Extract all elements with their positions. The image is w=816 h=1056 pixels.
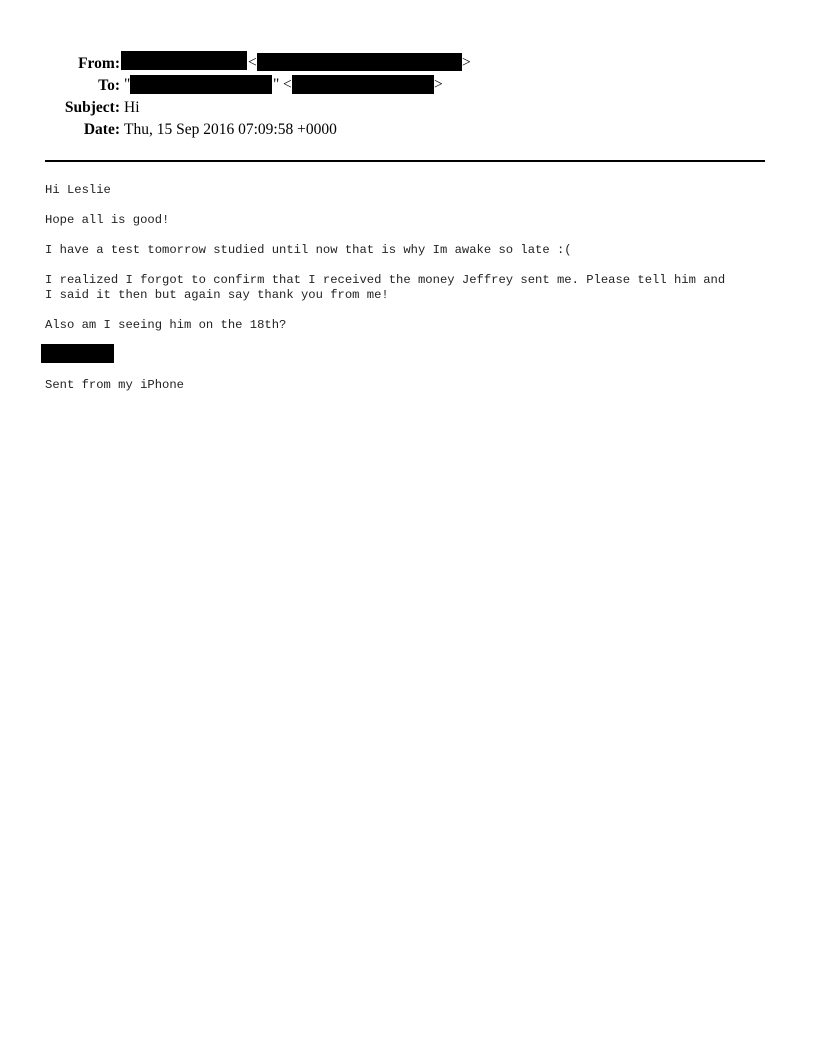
body-line-3a: I realized I forgot to confirm that I received the money Jeffrey sent me. Please tell him and xyxy=(45,273,726,287)
date-value: Thu, 15 Sep 2016 07:09:58 +0000 xyxy=(124,121,337,138)
body-line-3b: I said it then but again say thank you from me! xyxy=(45,288,389,302)
body-line-1: Hope all is good! xyxy=(45,213,170,227)
subject-value: Hi xyxy=(124,99,140,116)
signature-redaction xyxy=(41,344,114,363)
from-open-bracket: < xyxy=(248,54,257,71)
date-label: Date: xyxy=(83,121,120,138)
to-close-quote: " xyxy=(273,76,280,93)
from-label: From: xyxy=(78,55,120,72)
body-signature: Sent from my iPhone xyxy=(45,378,184,392)
to-name-redaction xyxy=(130,75,272,94)
to-close-bracket: > xyxy=(434,76,443,93)
subject-label: Subject: xyxy=(64,99,120,116)
to-email-redaction xyxy=(292,75,434,94)
header-divider xyxy=(45,160,765,162)
from-close-bracket: > xyxy=(462,54,471,71)
to-open-bracket: < xyxy=(283,76,292,93)
to-label: To: xyxy=(98,77,120,94)
body-line-2: I have a test tomorrow studied until now that is why Im awake so late :( xyxy=(45,243,572,257)
body-greeting: Hi Leslie xyxy=(45,183,111,197)
from-name-redaction xyxy=(121,51,247,70)
body-line-4: Also am I seeing him on the 18th? xyxy=(45,318,287,332)
from-email-redaction xyxy=(257,53,462,71)
to-open-quote: " xyxy=(124,76,131,93)
